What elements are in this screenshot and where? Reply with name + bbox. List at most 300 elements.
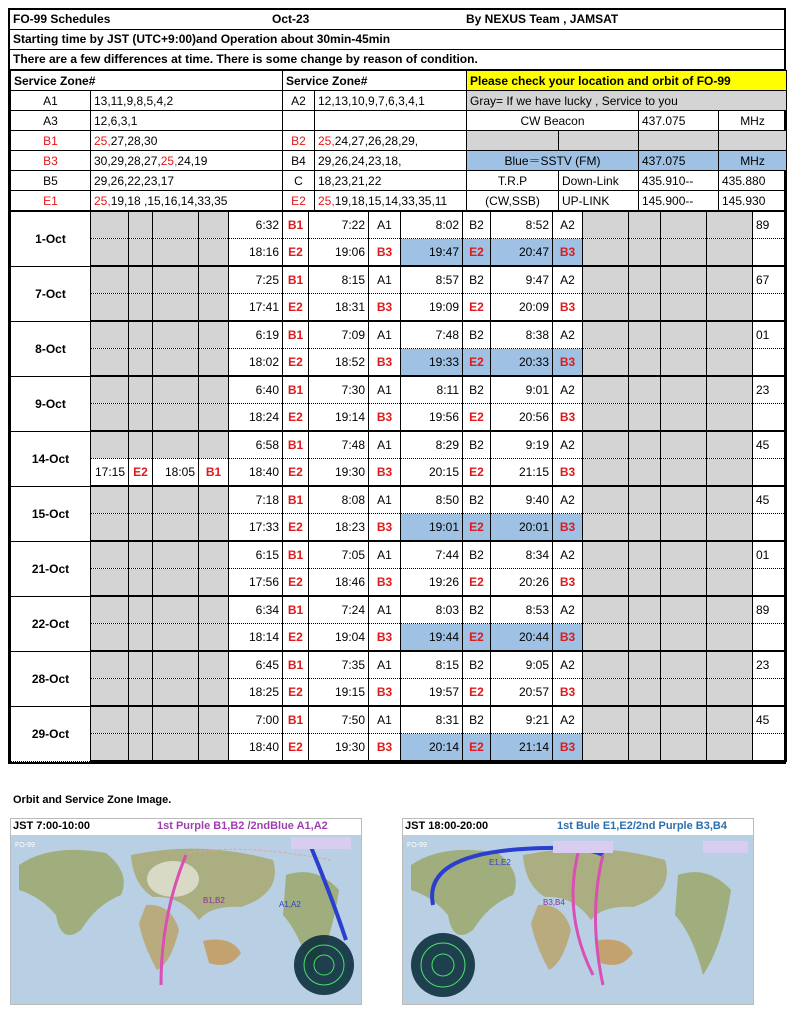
gray-cell [91,706,129,734]
gray-cell [661,431,707,459]
pass-time: 9:05 [491,651,553,679]
zone-e2-rest: 19,18,15,14,33,35,11 [334,193,448,208]
zone-a2-label: A2 [283,91,315,111]
empty-cell [753,569,787,597]
downlink-to: 435.880 [719,171,787,191]
cw-beacon-freq: 437.075 [639,111,719,131]
pass-time: 19:04 [309,624,369,652]
gray-cell [583,321,629,349]
empty-cell [753,349,787,377]
map-header [11,819,361,835]
pass-zone: B3 [369,459,401,487]
gray-cell [661,349,707,377]
pass-zone: E2 [463,734,491,762]
pass-zone: B3 [553,294,583,322]
gray-cell [91,266,129,294]
gray-cell [583,651,629,679]
gray-cell [661,266,707,294]
pass-zone: B3 [553,404,583,432]
pass-zone: B3 [369,349,401,377]
pass-zone: B3 [553,239,583,267]
gray-cell [707,569,753,597]
pass-zone: A2 [553,431,583,459]
schedule-row-evening [11,404,787,432]
gray-cell [199,514,229,542]
gray-cell [707,321,753,349]
orbit-map-morning [10,818,362,1005]
schedule-date: 29-Oct [11,706,91,761]
gray-cell [629,706,661,734]
schedule-row-morning [11,596,787,624]
schedule-date: 8-Oct [11,321,91,376]
pass-zone: B2 [463,706,491,734]
gray-cell [707,294,753,322]
gray-cell [199,321,229,349]
pass-zone: B2 [463,431,491,459]
pass-zone: E2 [283,734,309,762]
note-row [10,50,784,70]
schedule-row-morning [11,266,787,294]
cw-beacon-label: CW Beacon [467,111,639,131]
gray-cell [639,131,719,151]
pass-zone: B1 [283,266,309,294]
gray-cell [583,459,629,487]
gray-note: Gray= If we have lucky , Service to you [467,91,787,111]
schedule-date: 15-Oct [11,486,91,541]
gray-cell [129,212,153,239]
pass-zone: A1 [369,596,401,624]
images-caption: Orbit and Service Zone Image. [13,794,172,806]
pass-zone: B1 [283,596,309,624]
schedule-note: 01 [753,541,787,569]
map-label-blue: E1,E2 [489,858,511,867]
uplink-from: 145.900-- [639,191,719,211]
schedule-date: 14-Oct [11,431,91,486]
zone-a1-value: 13,11,9,8,5,4,2 [91,91,283,111]
pass-time: 8:53 [491,596,553,624]
schedule-row-evening [11,514,787,542]
pass-time: 20:15 [401,459,463,487]
pass-time: 17:56 [229,569,283,597]
map-tag: FO-99 [15,842,35,849]
pass-time: 18:05 [153,459,199,487]
zone-b2-rest: 24,27,26,28,29, [334,133,419,148]
pass-zone: A2 [553,486,583,514]
empty-cell [753,294,787,322]
pass-zone: A1 [369,376,401,404]
pass-time: 20:26 [491,569,553,597]
pass-time: 7:50 [309,706,369,734]
gray-cell [91,569,129,597]
location-notice: Please check your location and orbit of FO-99 [467,71,787,91]
gray-cell [583,294,629,322]
gray-cell [129,541,153,569]
gray-cell [129,651,153,679]
pass-time: 7:25 [229,266,283,294]
pass-zone: A2 [553,321,583,349]
gray-cell [629,294,661,322]
pass-zone: B3 [553,514,583,542]
pass-zone: A1 [369,431,401,459]
gray-cell [707,596,753,624]
gray-cell [707,376,753,404]
pass-time: 19:33 [401,349,463,377]
schedule-note: 45 [753,431,787,459]
zone-b4-value: 29,26,24,23,18, [315,151,467,171]
gray-cell [129,596,153,624]
gray-cell [661,624,707,652]
pass-zone: B1 [283,212,309,239]
gray-cell [91,514,129,542]
pass-time: 9:21 [491,706,553,734]
pass-time: 7:35 [309,651,369,679]
pass-time: 7:24 [309,596,369,624]
pass-time: 21:14 [491,734,553,762]
zone-col-header-mid: Service Zone# [283,71,467,91]
gray-cell [707,349,753,377]
note-line: There are a few differences at time. There is some change by reason of condition. [13,52,478,66]
pass-zone: B3 [553,679,583,707]
pass-zone: B3 [369,239,401,267]
zone-a2-value: 12,13,10,9,7,6,3,4,1 [315,91,467,111]
gray-cell [629,266,661,294]
empty-cell [753,514,787,542]
gray-cell [153,624,199,652]
gray-cell [661,321,707,349]
gray-cell [661,734,707,762]
pass-time: 6:15 [229,541,283,569]
pass-zone: A2 [553,541,583,569]
schedule-row-morning [11,212,787,239]
zone-b2-label: B2 [283,131,315,151]
gray-cell [199,734,229,762]
gray-cell [707,679,753,707]
zone-b5-label: B5 [11,171,91,191]
gray-cell [91,212,129,239]
pass-zone: E2 [463,459,491,487]
gray-cell [129,679,153,707]
pass-time: 9:19 [491,431,553,459]
gray-cell [91,404,129,432]
zone-b3-red: 25, [160,153,178,168]
pass-zone: B1 [283,431,309,459]
gray-cell [661,459,707,487]
gray-cell [707,541,753,569]
gray-cell [707,651,753,679]
empty-cell [753,624,787,652]
gray-cell [629,679,661,707]
empty-cell [315,111,467,131]
schedule-row-evening [11,734,787,762]
pass-zone: B2 [463,596,491,624]
pass-zone: B3 [369,569,401,597]
pass-zone: B1 [283,486,309,514]
pass-zone: E2 [463,349,491,377]
gray-cell [707,266,753,294]
gray-cell [661,239,707,267]
zone-a1-label: A1 [11,91,91,111]
schedule-row-morning [11,541,787,569]
pass-zone: B3 [369,294,401,322]
map-tag: FO-99 [407,842,427,849]
pass-time: 8:03 [401,596,463,624]
pass-zone: B3 [369,404,401,432]
zone-table [10,70,787,211]
pass-zone: B3 [369,624,401,652]
gray-cell [199,212,229,239]
zone-c-value: 18,23,21,22 [315,171,467,191]
gray-cell [707,404,753,432]
pass-time: 7:30 [309,376,369,404]
trp-label: T.R.P [467,171,559,191]
gray-cell [707,212,753,239]
pass-time: 7:05 [309,541,369,569]
gray-cell [153,706,199,734]
pass-zone: B1 [283,321,309,349]
pass-time: 19:09 [401,294,463,322]
pass-time: 6:19 [229,321,283,349]
gray-cell [91,376,129,404]
empty-cell [753,679,787,707]
pass-time: 18:52 [309,349,369,377]
pass-time: 8:11 [401,376,463,404]
gray-cell [629,541,661,569]
pass-zone: B3 [553,569,583,597]
gray-cell [91,596,129,624]
pass-zone: B3 [553,734,583,762]
gray-cell [661,569,707,597]
gray-cell [583,239,629,267]
gray-cell [583,706,629,734]
map-label-purple: B3,B4 [543,898,565,907]
downlink-label: Down-Link [559,171,639,191]
pass-time: 19:44 [401,624,463,652]
sstv-unit: MHz [719,151,787,171]
gray-cell [153,266,199,294]
gray-cell [153,569,199,597]
pass-zone: A1 [369,266,401,294]
schedule-row-evening [11,459,787,487]
pass-zone: E2 [129,459,153,487]
zone-b4-label: B4 [283,151,315,171]
pass-zone: E2 [283,239,309,267]
gray-cell [199,376,229,404]
pass-zone: E2 [283,459,309,487]
zone-a3-label: A3 [11,111,91,131]
pass-zone: E2 [463,514,491,542]
gray-cell [153,651,199,679]
gray-cell [707,459,753,487]
schedule-row-evening [11,569,787,597]
gray-cell [129,321,153,349]
gray-cell [153,541,199,569]
zone-b3-post: 24,19 [177,153,208,168]
pass-time: 9:47 [491,266,553,294]
map-time: JST 18:00-20:00 [405,820,489,832]
gray-cell [153,514,199,542]
gray-cell [629,624,661,652]
pass-time: 8:38 [491,321,553,349]
gray-cell [199,404,229,432]
gray-cell [199,679,229,707]
pass-time: 18:40 [229,734,283,762]
uplink-to: 145.930 [719,191,787,211]
gray-cell [661,404,707,432]
pass-time: 8:02 [401,212,463,239]
pass-zone: B3 [553,459,583,487]
cw-beacon-unit: MHz [719,111,787,131]
gray-cell [153,486,199,514]
pass-zone: A2 [553,596,583,624]
gray-cell [199,569,229,597]
pass-zone: B3 [553,624,583,652]
gray-cell [153,239,199,267]
pass-time: 8:08 [309,486,369,514]
schedule-date: 22-Oct [11,596,91,651]
gray-cell [91,321,129,349]
gray-cell [199,266,229,294]
pass-time: 18:02 [229,349,283,377]
schedule-row-morning [11,376,787,404]
gray-cell [629,321,661,349]
gray-cell [661,651,707,679]
gray-cell [129,376,153,404]
gray-cell [707,514,753,542]
pass-zone: E2 [283,514,309,542]
map-legend: 1st Purple B1,B2 /2ndBlue A1,A2 [157,820,328,832]
gray-cell [153,431,199,459]
gray-cell [153,404,199,432]
gray-cell [629,431,661,459]
mode-label: (CW,SSB) [467,191,559,211]
pass-time: 18:31 [309,294,369,322]
gray-cell [661,706,707,734]
doc-team: By NEXUS Team , JAMSAT [466,12,619,26]
gray-cell [661,596,707,624]
pass-zone: B1 [283,376,309,404]
pass-time: 18:14 [229,624,283,652]
pass-zone: A2 [553,651,583,679]
pass-time: 18:40 [229,459,283,487]
sstv-label: Blue＝SSTV (FM) [467,151,639,171]
zone-b1-red: 25, [94,133,111,148]
schedule-date: 7-Oct [11,266,91,321]
gray-cell [583,376,629,404]
pass-time: 20:44 [491,624,553,652]
schedule-row-morning [11,651,787,679]
gray-cell [199,596,229,624]
pass-time: 20:01 [491,514,553,542]
pass-zone: B2 [463,651,491,679]
pass-time: 19:57 [401,679,463,707]
pass-time: 19:47 [401,239,463,267]
zone-e2-red: 25, [318,193,335,208]
gray-cell [129,294,153,322]
pass-zone: B3 [369,734,401,762]
pass-zone: A1 [369,486,401,514]
pass-zone: A1 [369,541,401,569]
pass-zone: B3 [369,679,401,707]
zone-b1-label: B1 [11,131,91,151]
schedule-date: 21-Oct [11,541,91,596]
pass-time: 19:30 [309,459,369,487]
gray-cell [199,294,229,322]
subtitle-line: Starting time by JST (UTC+9:00)and Operation about 30min-45min [13,32,391,46]
pass-zone: A1 [369,321,401,349]
pass-time: 7:22 [309,212,369,239]
pass-time: 20:56 [491,404,553,432]
pass-time: 19:30 [309,734,369,762]
gray-cell [199,486,229,514]
gray-cell [91,431,129,459]
pass-time: 19:15 [309,679,369,707]
schedule-table [10,211,787,762]
pass-zone: B1 [199,459,229,487]
pass-zone: E2 [283,349,309,377]
zone-b3-pre: 30,29,28,27, [94,153,161,168]
gray-cell [199,541,229,569]
gray-cell [629,239,661,267]
schedule-row-evening [11,349,787,377]
gray-cell [91,294,129,322]
zone-e1-value [91,191,283,211]
gray-cell [583,679,629,707]
gray-cell [629,651,661,679]
zone-b3-value [91,151,283,171]
schedule-row-evening [11,294,787,322]
zone-e1-red: 25, [94,193,111,208]
schedule-note: 23 [753,376,787,404]
schedule-row-morning [11,321,787,349]
gray-cell [629,349,661,377]
pass-time: 20:57 [491,679,553,707]
gray-cell [629,459,661,487]
doc-month: Oct-23 [272,12,310,26]
pass-zone: E2 [283,569,309,597]
pass-zone: B2 [463,376,491,404]
world-map-evening [403,835,753,1004]
pass-time: 7:48 [401,321,463,349]
doc-title: FO-99 Schedules [13,12,111,26]
pass-time: 7:18 [229,486,283,514]
schedule-note: 45 [753,706,787,734]
zone-b1-value [91,131,283,151]
pass-zone: A2 [553,706,583,734]
zone-b1-rest: 27,28,30 [110,133,158,148]
pass-zone: E2 [283,624,309,652]
schedule-row-evening [11,679,787,707]
gray-cell [583,404,629,432]
title-row [10,10,784,30]
pass-zone: A2 [553,212,583,239]
pass-time: 8:34 [491,541,553,569]
pass-time: 18:24 [229,404,283,432]
schedule-note: 01 [753,321,787,349]
gray-cell [153,212,199,239]
gray-cell [153,294,199,322]
gray-cell [629,212,661,239]
pass-time: 19:56 [401,404,463,432]
gray-cell [707,706,753,734]
empty-cell [283,111,315,131]
sstv-freq: 437.075 [639,151,719,171]
map-label-blue: A1,A2 [279,900,301,909]
pass-zone: E2 [463,294,491,322]
pass-time: 17:41 [229,294,283,322]
zone-b2-red: 25, [318,133,335,148]
gray-cell [707,734,753,762]
gray-cell [91,239,129,267]
